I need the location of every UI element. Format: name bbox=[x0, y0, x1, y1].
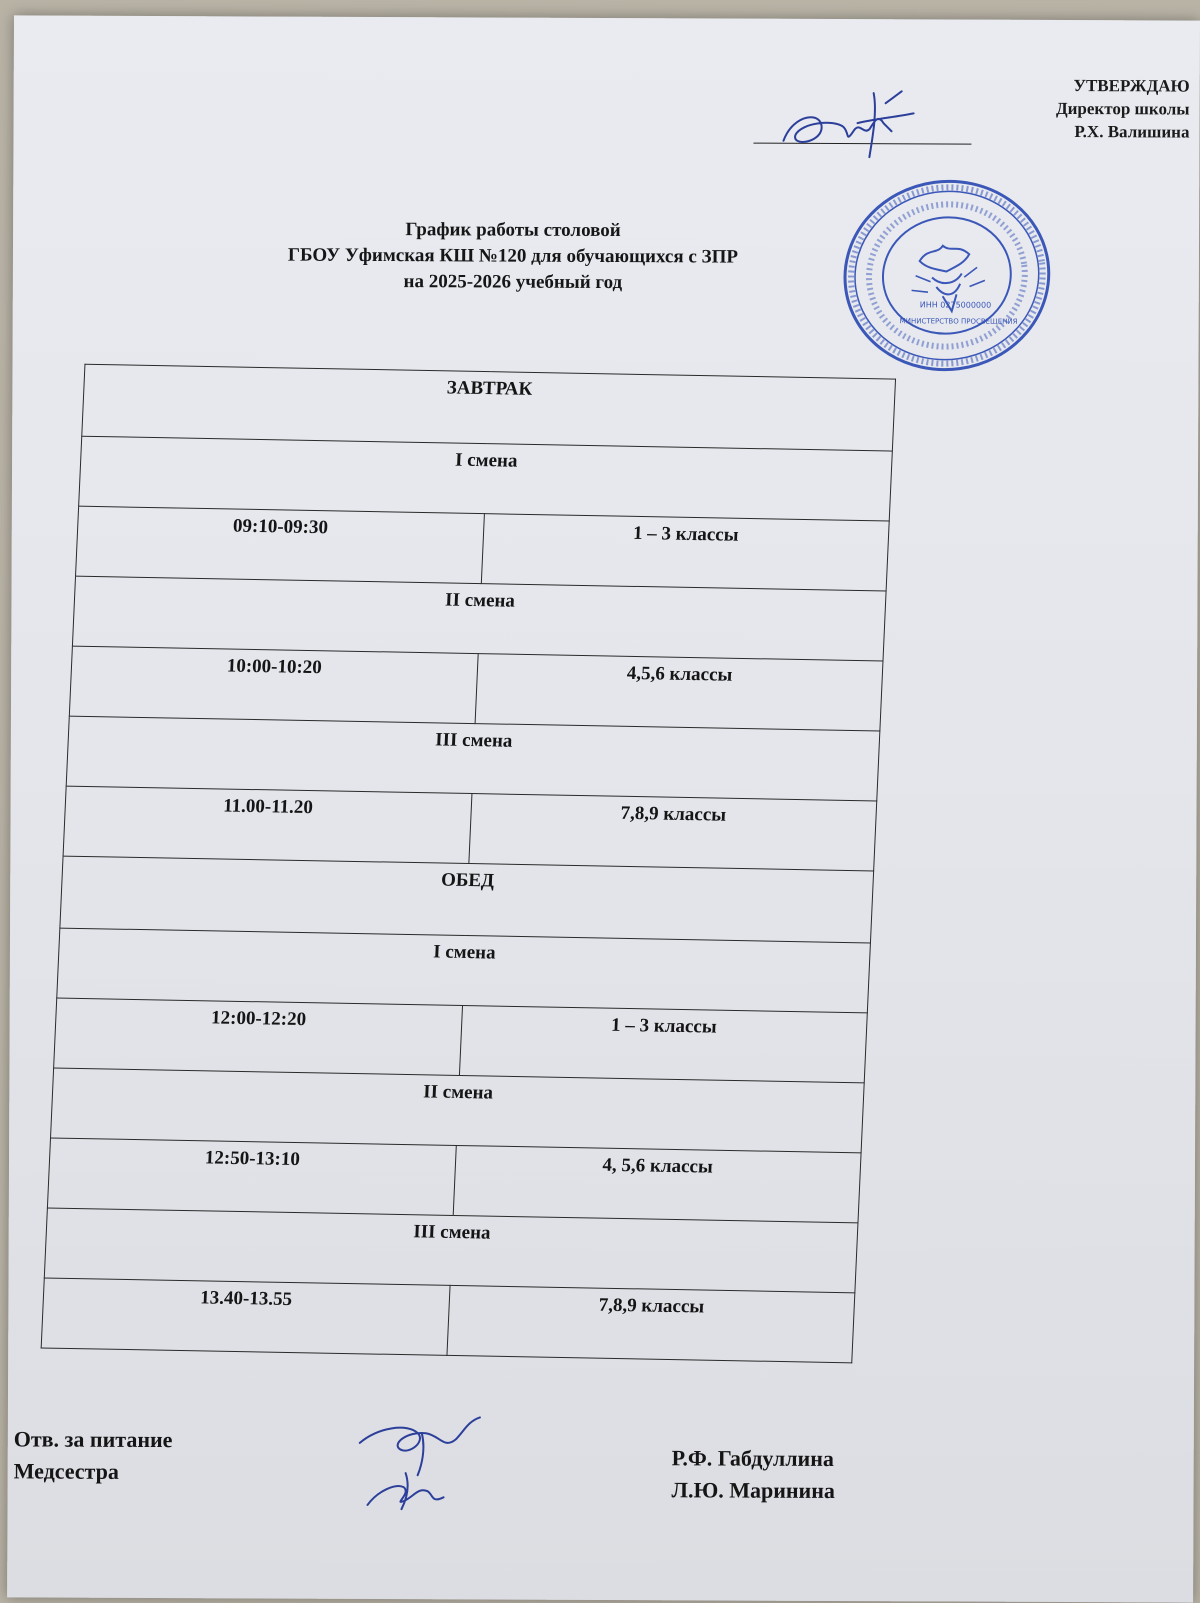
shift-time: 09:10-09:30 bbox=[76, 506, 484, 583]
shift-label: III смена bbox=[44, 1208, 858, 1293]
shift-time: 10:00-10:20 bbox=[69, 646, 477, 723]
seal-ministry: МИНИСТЕРСТВО ПРОСВЕЩЕНИЯ bbox=[899, 317, 1018, 326]
responsible-signatures bbox=[347, 1409, 497, 1520]
title-line-1: График работы столовой bbox=[405, 219, 621, 242]
shift-label: I смена bbox=[57, 928, 871, 1013]
document-title bbox=[233, 216, 793, 296]
shift-time: 11.00-11.20 bbox=[63, 786, 471, 863]
shift-time: 12:50-13:10 bbox=[47, 1138, 455, 1215]
lunch-heading: ОБЕД bbox=[60, 856, 874, 943]
breakfast-heading: ЗАВТРАК bbox=[82, 364, 896, 451]
shift-label: III смена bbox=[66, 716, 880, 801]
document-page bbox=[7, 15, 1200, 1602]
director-signature bbox=[773, 83, 923, 164]
shift-classes: 7,8,9 классы bbox=[446, 1285, 854, 1362]
shift-time: 12:00-12:20 bbox=[54, 998, 462, 1075]
shift-label: II смена bbox=[72, 576, 886, 661]
footer-roles bbox=[14, 1423, 173, 1488]
shift-classes: 1 – 3 классы bbox=[459, 1005, 867, 1082]
approval-block bbox=[1056, 74, 1190, 144]
shift-label: I смена bbox=[79, 436, 893, 521]
school-seal bbox=[839, 175, 1055, 376]
footer-name-nurse: Л.Ю. Маринина bbox=[671, 1477, 836, 1504]
title-line-2: ГБОУ Уфимская КШ №120 для обучающихся с ЗПР bbox=[287, 244, 739, 268]
table-row bbox=[41, 1278, 855, 1363]
title-line-3: на 2025-2026 учебный год bbox=[403, 271, 623, 294]
shift-classes: 1 – 3 классы bbox=[481, 514, 889, 591]
shift-classes: 7,8,9 классы bbox=[468, 794, 876, 871]
shift-time: 13.40-13.55 bbox=[41, 1278, 449, 1355]
canteen-schedule-table bbox=[41, 364, 896, 1364]
approval-position: Директор школы bbox=[1055, 98, 1190, 119]
shift-label: II смена bbox=[51, 1068, 865, 1153]
seal-inn: ИНН 0275000000 bbox=[919, 300, 992, 310]
footer-role-nutrition: Отв. за питание bbox=[13, 1426, 173, 1453]
approval-heading: УТВЕРЖДАЮ bbox=[1073, 76, 1190, 96]
shift-classes: 4, 5,6 классы bbox=[453, 1145, 861, 1222]
footer-role-nurse: Медсестра bbox=[13, 1458, 119, 1484]
shift-classes: 4,5,6 классы bbox=[475, 654, 883, 731]
approval-name: Р.Х. Валишина bbox=[1074, 122, 1190, 142]
footer-name-nutrition: Р.Ф. Габдуллина bbox=[671, 1445, 834, 1472]
footer-names bbox=[672, 1442, 836, 1507]
